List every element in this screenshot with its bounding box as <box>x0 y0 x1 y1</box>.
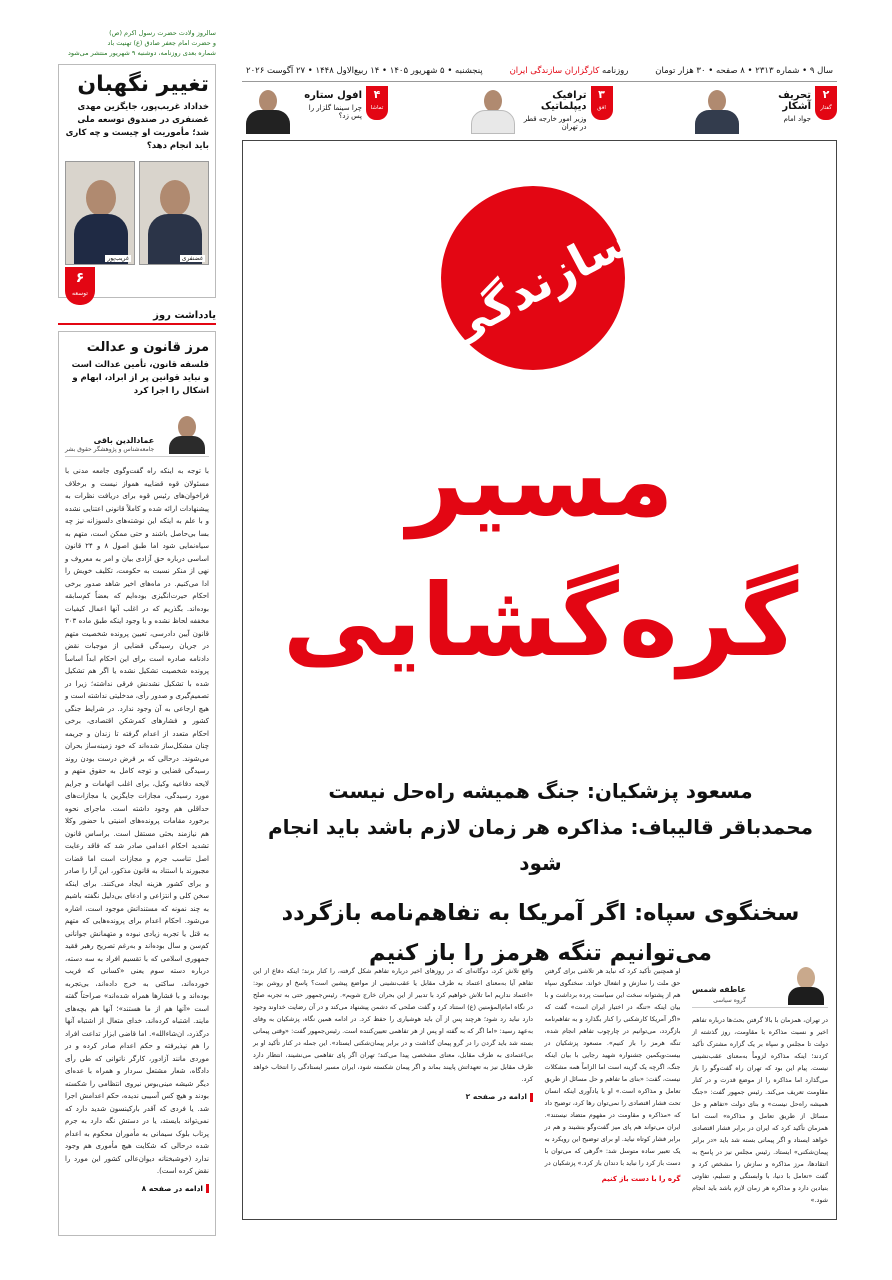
note-line: و حضرت امام جعفر صادق (ع) تهنیت باد <box>107 39 216 47</box>
teaser-number: ۴ <box>373 88 381 101</box>
feature-dek: خداداد غریب‌پور، جایگزین مهدی غضنفری در صندوق توسعه ملی شد؛ مأموریت او چیست و چه کاری باید انجام دهد؟ <box>65 102 209 151</box>
front-page <box>242 140 837 1220</box>
teaser-tag <box>815 86 837 120</box>
subheadlines <box>263 773 818 973</box>
teaser-tag <box>591 86 613 120</box>
teaser-section: گفتار <box>820 105 832 111</box>
reporter-name: عاطفه شمس <box>692 985 746 994</box>
party-name: کارگزاران سازندگی ایران <box>509 65 600 76</box>
masthead-logo[interactable] <box>438 183 628 373</box>
author-name: عمادالدین باقی <box>93 436 155 445</box>
continue-link[interactable] <box>253 1091 533 1103</box>
teaser-photo <box>467 86 519 134</box>
feature-portraits <box>65 161 209 265</box>
subhead-ghalibaf: محمدباقر قالیباف: مذاکره هر زمان لازم باشد باید انجام شود <box>268 815 813 875</box>
portrait-gharibpour <box>65 161 135 265</box>
article-subhead: گره را با دست باز کنیم <box>601 1175 681 1183</box>
reporter-photo <box>784 965 828 1005</box>
paper-word: روزنامه <box>602 65 629 76</box>
continue-text: ادامه در صفحه ۲ <box>465 1092 527 1101</box>
issue-date: پنجشنبه • ۵ شهریور ۱۴۰۵ • ۱۴ ربیع‌الاول ۱۴۴۸ • ۲۷ آگوست ۲۰۲۶ <box>246 65 483 76</box>
main-headline[interactable] <box>243 411 838 691</box>
teaser-title: افول ستاره <box>304 90 362 101</box>
teaser-number: ۲ <box>822 88 830 101</box>
paper-affiliation <box>510 66 629 76</box>
reporter-role: گروه سیاسی <box>713 997 746 1004</box>
opinion-box <box>58 331 216 1236</box>
page-tag-label: توسعه <box>72 290 88 297</box>
logo-text: سازندگی <box>438 211 628 357</box>
teaser-number: ۳ <box>598 88 605 101</box>
opinion-dek: فلسفه قانون، تأمین عدالت است و نباید قوانین پر از ابراد، ابهام و اشکال را اجرا کرد <box>71 360 209 396</box>
page-tag[interactable] <box>65 267 95 305</box>
opinion-title[interactable]: مرز قانون و عدالت <box>86 340 209 355</box>
left-sidebar <box>58 28 216 1228</box>
teaser-item[interactable] <box>242 86 388 138</box>
teaser-section: تماشا <box>370 105 384 111</box>
subhead-pezeshkian: مسعود پزشکیان: جنگ همیشه راه‌حل نیست <box>328 779 753 803</box>
article-column <box>692 965 828 1215</box>
occasion-notes <box>58 28 216 58</box>
page-tag-number: ۶ <box>75 270 85 286</box>
feature-title[interactable]: تغییر نگهبان <box>77 72 209 97</box>
teaser-title: تحریف آشکار <box>778 90 811 112</box>
teaser-sub: جواد امام <box>783 115 811 123</box>
portrait-ghazanfari <box>139 161 209 265</box>
teaser-title: ترافیک دیپلماتیک <box>540 90 587 112</box>
subhead-irgc-2: می‌توانیم تنگه هرمز را باز کنیم <box>369 940 712 966</box>
author-photo <box>165 414 209 454</box>
headline-line-1: مسیر <box>407 422 674 539</box>
opinion-body: با توجه به اینکه راه گفت‌وگوی جامعه مدنی با مسئولان قوه قضاییه همواز نیست و برخلاف فراخوان‌های رئیس قوه برای دریافت نظرات به پیشنهادات ارائه شده و کاملاً قانونی اعتنایی نشده و با علم به اینکه این نوشته‌های دلسوزانه نیز چه بسا بی‌حاصل باشند و حتی ممکن است، متهم به سیاه‌نمایی شود اما طبق اصول ۸ و ۲۴ قانون اساسی درباره حق آزادی بیان و امر به معروف و نهی از منکر نسبت به حکومت، تکلیف خویش را ادا می‌کنیم. در ماه‌های اخیر شاهد صدور برخی احکام حیرت‌انگیزی بوده‌ایم که بعضاً کم‌سابقه بوده‌اند. بگذریم که در اغلب آنها اعمال کیفیات مخففه لحاظ نشده و با وجود اینکه طبق ماده ۳۰۳ قانون آیین دادرسی، تعیین پرونده شخصیت متهم در جریان رسیدگی قضایی از موجبات نقض دادنامه صادره است برای این احکام ابداً اساساً پرونده شخصیت تشکیل نشده یا اگر هم تشکیل شده با تشکیل نشدنش فرقی نداشته؛ زیرا در تصمیم‌گیری و صدور رأی، مدخلیتی نداشته است و هیچ ارجاعی به آن وجود ندارد. در شرایط جنگی کشور و فشارهای کمرشکن اقتصادی، برخی احکام متعدد از اعدام گرفته تا زندان و جریمه چنان مشکل‌ساز شده‌اند که خود زمینه‌ساز بحران می‌شوند. درحالی که بر فرض درست بودن روند رسیدگی قضایی و توجه کامل به حقوق متهم و لایحه دفاعیه وکیل، برای اغلب اتهامات و جرایم مورد رسیدگی، مجازات جایگزین یا مجازات‌های حداقلی هم وجود داشته است. ماجرای نحوه برخورد مقامات پرونده‌های امنیتی با حضور وکلا هم نیازمند بحثی مستقل است. براساس قانون تشدید احکام اعدامی صادر شد که فاقد رعایت اصل تناسب جرم و مجازات است اما قضات مجبورند با استناد به قانون مذکور، این آرا را صادر و برای کشور هزینه ایجاد می‌کنند. برای اینکه سخن کلی و انتزاعی و ادعای بی‌دلیل نگفته باشیم به چند نمونه که مستنداتش موجود است، اشاره می‌شود. احکام اعدام برای پرونده‌هایی که متهم به قتل یا تجربه زیادی نبوده و متهمانش جوانانی کم‌سن و سال بوده‌اند و به‌رغم تصریح رهبر فقید جمهوری اسلامی که با تقسیم افراد به سه دسته، درباره دسته سوم یعنی «کسانی که فریب خورده‌اند، ساکتی به خرج داده‌اند، بی‌تجربه بوده‌اند و با فشارها همراه شده‌اند» صراحتاً گفته است «آنها هم از ما هستند»؛ آنها هم بچه‌های مایند. اشتباه کرده‌اند، خدای متعال از اشتباه آنها درگذرد، ان‌شاءالله». اما قاضی ابزار تداعت افراد را هم نپذیرفته و حکم اعدام صادر کرده و در موردی مانند آزادور، کارگر ناتوانی که طی رأی دادگاه، شعار مشتعل سردار و همراه با عده‌ای دیگر شیشه مینی‌بوس نیروی انتظامی را شکسته بودند و هیچ کس آسیبی ندیده، حکم اعدامش اجرا شد. یا فردی که آقدر بارکینسون شدید دارد که نمی‌تواند بایستد، یا در دستش نگه دارد به جرم پرتاب بلوک سیمانی به مأموران محکوم به اعدام شده درحالی که شکایت هیچ مأموری هم وجود ندارد (خوشبختانه دیوان‌عالی کشور این مورد را نقض کرده است). <box>65 467 209 1175</box>
article-text: او همچنین تأکید کرد که نباید هر تلاشی برای گرفتن حق ملت را سازش و انفعال خواند. سخنگوی سپاه هم از پشتوانه سخت این سیاست پرده برداشت و با بیان اینکه «تنگه در اختیار ایران است» گفت که «اگر آمریکا کارشکنی را کنار بگذارد و به تفاهم‌نامه بازگردد، می‌توانیم در چارچوب تفاهم انجام شده، تنگه هرمز را باز کنیم». مسعود پزشکیان در بیست‌ویکمین جشنواره شهید رجایی با بیان اینکه جنگ، اگرچه یک گزینه است اما الزاماً همه مشکلات نیست، گفت: «بنای ما تفاهم و حل مسائل از طریق تعامل و مذاکره است.» او با یادآوری اینکه انسان تحت فشار اقتصادی را نمی‌توان رها کرد، توضیح داد که «مذاکره و مقاومت در مفهوم متضاد نیستند». ایران می‌تواند هم پای میز گفت‌وگو بنشیند و هم در برابر فشار کوتاه نیاید. او برای توضیح این رویکرد به یک تعبیر ساده متوسل شد: «گرهی که می‌توان با دست باز کرد را نباید با دندان باز کرد.» پزشکیان در <box>544 967 681 1167</box>
headline-line-2: گره‌گشایی <box>282 562 799 679</box>
teaser-sub: چرا سینما گلزار را پس زد؟ <box>308 104 362 120</box>
reporter-byline <box>692 965 828 1008</box>
article-column <box>545 965 681 1215</box>
teaser-item[interactable] <box>467 86 613 138</box>
teaser-photo <box>691 86 743 134</box>
portrait-caption: غضنفری <box>181 255 203 262</box>
article-column <box>253 965 533 1215</box>
subhead-irgc-1: سخنگوی سپاه: اگر آمریکا به تفاهم‌نامه بازگردد <box>281 900 800 926</box>
note-line: شماره بعدی روزنامه، دوشنبه ۹ شهریور منتشر می‌شود <box>67 49 216 57</box>
issue-info: سال ۹ • شماره ۲۳۱۳ • ۸ صفحه • ۳۰ هزار تومان <box>655 65 833 76</box>
teaser-sub: وزیر امور خارجه قطر در تهران <box>523 115 587 131</box>
portrait-caption: غریب‌پور <box>107 255 129 262</box>
masthead-bar <box>242 60 837 82</box>
teaser-item[interactable] <box>691 86 837 138</box>
teaser-row <box>242 86 837 138</box>
article-text: واقع تلاش کرد، دوگانه‌ای که در روزهای اخیر درباره تفاهم شکل گرفته، را کنار بزند؛ اینکه دفاع از این تفاهم آیا به‌معنای اعتماد به طرف مقابل یا عقب‌نشینی از مواضع پیشین است؟ پاسخ او روشن بود: «اعتماد نداریم اما تلاش خواهیم کرد با تدبیر از این بحران خارج شویم». رئیس‌جمهور حتی به تجربه صلح در نگاه امام‌المؤمنین (ع) استناد کرد و گفت صلحی که دشمن پیشنهاد می‌کند و در آن رضایت خداوند وجود دارد نباید رد شود؛ هرچند پس از آن باید هوشیاری را حفظ کرد. در ادامه همین نگاه، پزشکیان به وفای به‌عهد رسید: «اما اگر که به گفته او پس از هر تفاهمی تعیین‌کننده است. رئیس‌جمهور گفت: «وقتی پیمانی بسته شد باید گردن را در گرو پیمان گذاشت و در برابر پیمان‌شکنی ایستاد». این جمله در کنار تأکید او بر بی‌اعتمادی به طرف مقابل، معنای مشخصی پیدا می‌کند؛ تهران اگر پای تفاهمی می‌نشیند، انتظار دارد طرف مقابل نیز به تعهداتش پایبند بماند و اگر پیمان شکسته شود، ایران مسیر ایستادگی را انتخاب خواهد کرد. <box>253 967 533 1083</box>
feature-box[interactable] <box>58 64 216 298</box>
opinion-author <box>65 414 209 457</box>
continue-text: ادامه در صفحه ۸ <box>141 1183 203 1193</box>
teaser-section: افق <box>597 105 606 111</box>
teaser-photo <box>242 86 294 134</box>
lead-article <box>253 965 828 1215</box>
note-line: سالروز ولادت حضرت رسول اکرم (ص) <box>109 29 216 37</box>
article-text: در تهران، همزمان با بالا گرفتن بحث‌ها درباره تفاهم اخیر و نسبت مذاکره با مقاومت، روز گذشته از دولت تا مجلس و سپاه بر یک گزاره مشترک تأکید کردند؛ اینکه مذاکره لزوماً به‌معنای عقب‌نشینی نیست. پیام این بود که تهران راه گفت‌وگو را باز می‌گذارد اما مذاکره را از موضع قدرت و در کنار مقاومت تعریف می‌کند. رئیس جمهور گفت: «جنگ همیشه راه‌حل نیست» و بنای دولت «تفاهم و حل مسائل از طریق تعامل و مذاکره» است اما همزمان تأکید کرد که ایران در برابر فشار اقتصادی خواهد ایستاد و اگر پیمانی بسته شد باید «در برابر پیمان‌شکنی» ایستاد. رئیس مجلس نیز در پاسخ به انتقادها، مرز مذاکره و سازش را مشخص کرد و گفت «تعامل با دنیا، با وابستگی و تسلیم، تفاوتی بنیادین دارد و مذاکره هر زمان لازم باشد باید انجام شود.» <box>692 1016 828 1204</box>
logo-circle-icon <box>438 183 628 373</box>
continue-link[interactable] <box>65 1184 209 1194</box>
author-role: جامعه‌شناس و پژوهشگر حقوق بشر <box>65 446 155 453</box>
column-header: یادداشت روز <box>58 310 216 325</box>
teaser-tag <box>366 86 388 120</box>
